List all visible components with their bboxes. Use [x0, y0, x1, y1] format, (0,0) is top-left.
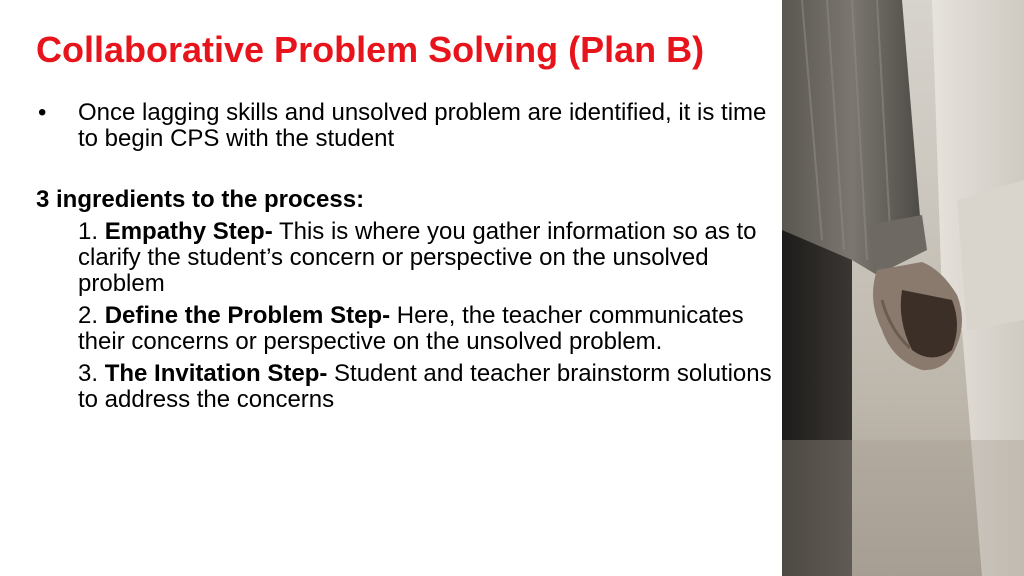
step-number: 2. — [78, 302, 99, 329]
ingredients-heading: 3 ingredients to the process: — [36, 186, 365, 213]
step-item-empathy — [36, 219, 776, 297]
holding-hands-photo — [782, 0, 1024, 576]
step-item-define-problem — [36, 303, 776, 355]
step-name: Define the Problem Step- — [104, 302, 391, 329]
slide-body — [36, 100, 776, 413]
step-name: The Invitation Step- — [104, 360, 328, 387]
step-number: 1. — [78, 218, 99, 245]
intro-bullet-text: Once lagging skills and unsolved problem are identified, it is time to begin CPS with the student — [78, 99, 767, 152]
step-number: 3. — [78, 360, 99, 387]
step-name: Empathy Step- — [104, 218, 273, 245]
intro-bullet — [36, 100, 776, 152]
slide-title: Collaborative Problem Solving (Plan B) — [36, 29, 705, 70]
bullet-marker: • — [38, 99, 47, 126]
step-text: This is where you gather information so as to clarify the student’s concern or perspective on the unsolved problem — [78, 218, 757, 297]
step-text: Here, the teacher communicates their concerns or perspective on the unsolved problem. — [78, 302, 744, 355]
step-item-invitation — [36, 361, 776, 413]
step-text: Student and teacher brainstorm solutions to address the concerns — [78, 360, 772, 413]
